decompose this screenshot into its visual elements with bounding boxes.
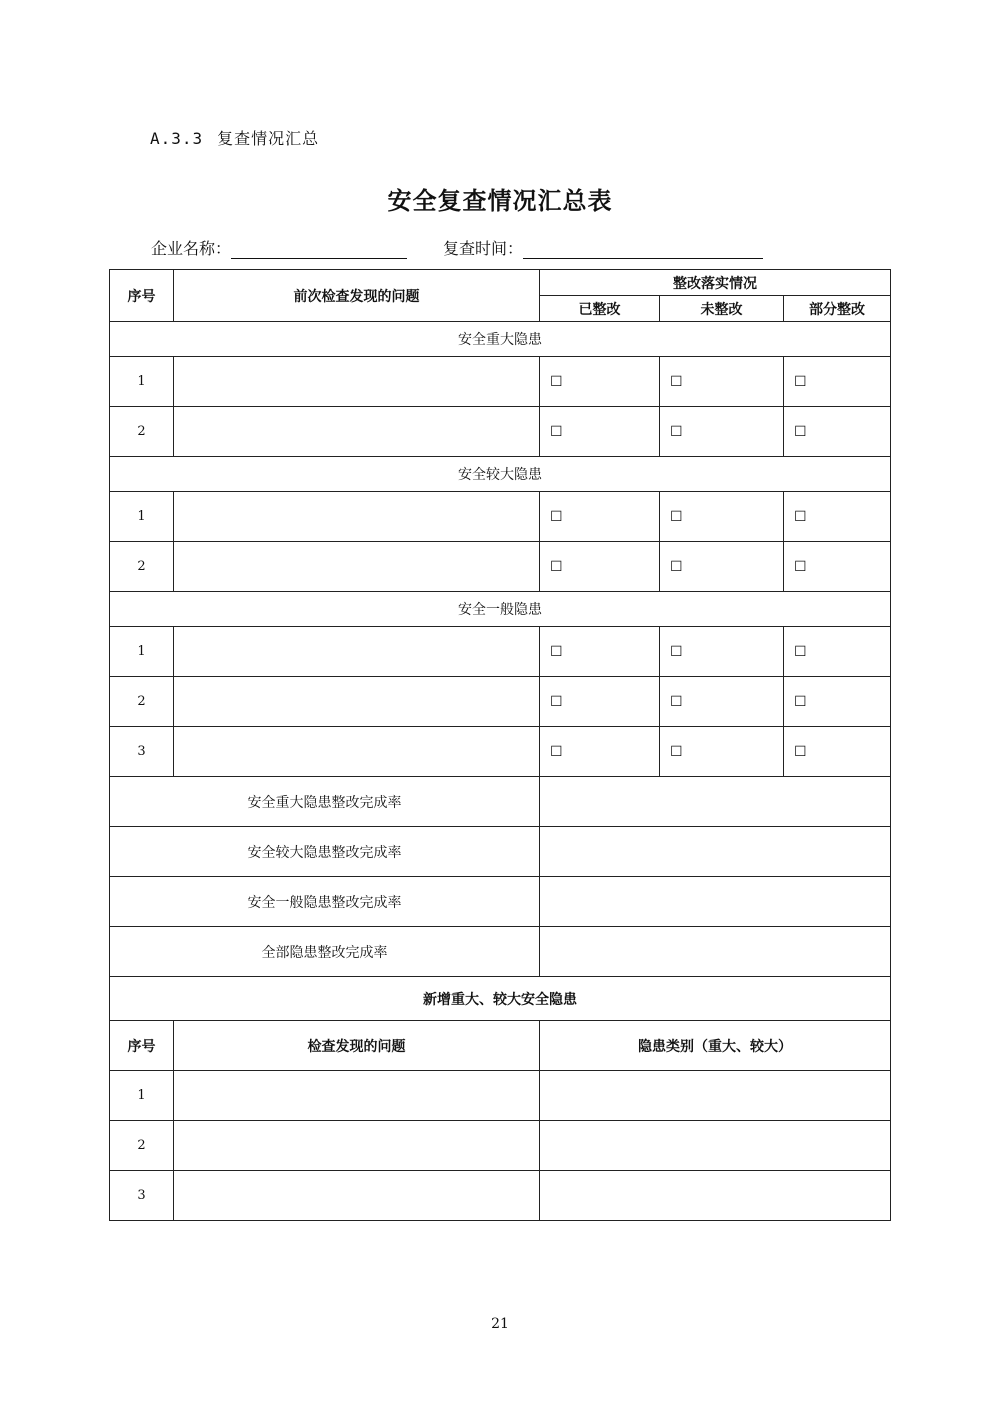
checkbox-not-done[interactable]: ☐	[670, 743, 683, 760]
group-label: 安全一般隐患	[110, 592, 891, 627]
new-table-row	[110, 1171, 891, 1221]
checkbox-partial[interactable]: ☐	[794, 558, 807, 575]
rate-value-cell[interactable]	[540, 927, 891, 977]
header-partial: 部分整改	[784, 296, 891, 322]
checkbox-done-cell	[540, 677, 660, 727]
header-rectify-status: 整改落实情况	[540, 270, 891, 296]
table-row	[110, 542, 891, 592]
table-header-row	[110, 270, 891, 296]
new-category-cell[interactable]	[540, 1071, 891, 1121]
rate-value-cell[interactable]	[540, 827, 891, 877]
checkbox-not-done-cell	[660, 677, 784, 727]
checkbox-not-done[interactable]: ☐	[670, 508, 683, 525]
row-seq: 2	[110, 407, 174, 457]
document-title: 安全复查情况汇总表	[387, 186, 613, 215]
new-section-title-row	[110, 977, 891, 1021]
new-table-row	[110, 1071, 891, 1121]
checkbox-partial-cell	[784, 357, 891, 407]
section-title: 复查情况汇总	[217, 129, 320, 148]
issue-cell[interactable]	[174, 492, 540, 542]
checkbox-done[interactable]: ☐	[550, 743, 563, 760]
review-time-blank[interactable]	[523, 240, 763, 259]
new-row-seq: 1	[110, 1071, 174, 1121]
checkbox-not-done[interactable]: ☐	[670, 373, 683, 390]
rate-value-cell[interactable]	[540, 777, 891, 827]
new-section-header-row	[110, 1021, 891, 1071]
header-seq: 序号	[110, 270, 174, 322]
checkbox-done[interactable]: ☐	[550, 643, 563, 660]
checkbox-done[interactable]: ☐	[550, 693, 563, 710]
row-seq: 1	[110, 492, 174, 542]
new-row-seq: 3	[110, 1171, 174, 1221]
checkbox-done-cell	[540, 492, 660, 542]
new-table-row	[110, 1121, 891, 1171]
header-not-done: 未整改	[660, 296, 784, 322]
checkbox-partial[interactable]: ☐	[794, 643, 807, 660]
new-issue-cell[interactable]	[174, 1121, 540, 1171]
issue-cell[interactable]	[174, 727, 540, 777]
rate-row	[110, 827, 891, 877]
new-header-issue: 检查发现的问题	[174, 1021, 540, 1071]
header-done: 已整改	[540, 296, 660, 322]
rate-label: 全部隐患整改完成率	[110, 927, 540, 977]
issue-cell[interactable]	[174, 677, 540, 727]
rate-row	[110, 777, 891, 827]
table-row	[110, 727, 891, 777]
checkbox-not-done-cell	[660, 357, 784, 407]
page-number: 21	[491, 1316, 509, 1332]
checkbox-done-cell	[540, 407, 660, 457]
table-row	[110, 677, 891, 727]
checkbox-partial[interactable]: ☐	[794, 508, 807, 525]
table-row	[110, 492, 891, 542]
checkbox-done[interactable]: ☐	[550, 373, 563, 390]
checkbox-partial[interactable]: ☐	[794, 693, 807, 710]
checkbox-partial[interactable]: ☐	[794, 743, 807, 760]
checkbox-done[interactable]: ☐	[550, 558, 563, 575]
header-prev-issue: 前次检查发现的问题	[174, 270, 540, 322]
checkbox-partial-cell	[784, 542, 891, 592]
table-row	[110, 407, 891, 457]
checkbox-not-done-cell	[660, 727, 784, 777]
group-row	[110, 322, 891, 357]
issue-cell[interactable]	[174, 542, 540, 592]
checkbox-not-done[interactable]: ☐	[670, 693, 683, 710]
checkbox-not-done[interactable]: ☐	[670, 643, 683, 660]
checkbox-partial[interactable]: ☐	[794, 423, 807, 440]
group-label: 安全重大隐患	[110, 322, 891, 357]
new-category-cell[interactable]	[540, 1171, 891, 1221]
section-heading	[150, 126, 319, 149]
checkbox-done-cell	[540, 727, 660, 777]
checkbox-done-cell	[540, 542, 660, 592]
checkbox-partial[interactable]: ☐	[794, 373, 807, 390]
rate-label: 安全一般隐患整改完成率	[110, 877, 540, 927]
checkbox-not-done-cell	[660, 627, 784, 677]
new-header-seq: 序号	[110, 1021, 174, 1071]
review-time-label: 复查时间：	[443, 239, 524, 258]
rate-label: 安全重大隐患整改完成率	[110, 777, 540, 827]
rate-value-cell[interactable]	[540, 877, 891, 927]
checkbox-not-done[interactable]: ☐	[670, 558, 683, 575]
new-issue-cell[interactable]	[174, 1071, 540, 1121]
checkbox-partial-cell	[784, 407, 891, 457]
issue-cell[interactable]	[174, 407, 540, 457]
checkbox-not-done-cell	[660, 407, 784, 457]
table-row	[110, 357, 891, 407]
checkbox-partial-cell	[784, 492, 891, 542]
new-section-title: 新增重大、较大安全隐患	[110, 977, 891, 1021]
row-seq: 2	[110, 542, 174, 592]
new-issue-cell[interactable]	[174, 1171, 540, 1221]
rate-label: 安全较大隐患整改完成率	[110, 827, 540, 877]
group-row	[110, 457, 891, 492]
row-seq: 1	[110, 627, 174, 677]
row-seq: 2	[110, 677, 174, 727]
checkbox-done[interactable]: ☐	[550, 508, 563, 525]
issue-cell[interactable]	[174, 357, 540, 407]
checkbox-done-cell	[540, 357, 660, 407]
company-name-field	[151, 236, 407, 259]
checkbox-partial-cell	[784, 727, 891, 777]
checkbox-not-done-cell	[660, 492, 784, 542]
checkbox-partial-cell	[784, 677, 891, 727]
checkbox-not-done[interactable]: ☐	[670, 423, 683, 440]
row-seq: 3	[110, 727, 174, 777]
rate-row	[110, 927, 891, 977]
checkbox-partial-cell	[784, 627, 891, 677]
section-number: A.3.3	[150, 129, 204, 148]
checkbox-done-cell	[540, 627, 660, 677]
rate-row	[110, 877, 891, 927]
row-seq: 1	[110, 357, 174, 407]
review-summary-table	[109, 269, 891, 1221]
new-category-cell[interactable]	[540, 1121, 891, 1171]
company-name-blank[interactable]	[231, 240, 407, 259]
checkbox-done[interactable]: ☐	[550, 423, 563, 440]
new-row-seq: 2	[110, 1121, 174, 1171]
company-name-label: 企业名称：	[151, 239, 232, 258]
new-header-category: 隐患类别（重大、较大）	[540, 1021, 891, 1071]
group-row	[110, 592, 891, 627]
review-time-field	[443, 236, 763, 259]
checkbox-not-done-cell	[660, 542, 784, 592]
issue-cell[interactable]	[174, 627, 540, 677]
group-label: 安全较大隐患	[110, 457, 891, 492]
table-row	[110, 627, 891, 677]
